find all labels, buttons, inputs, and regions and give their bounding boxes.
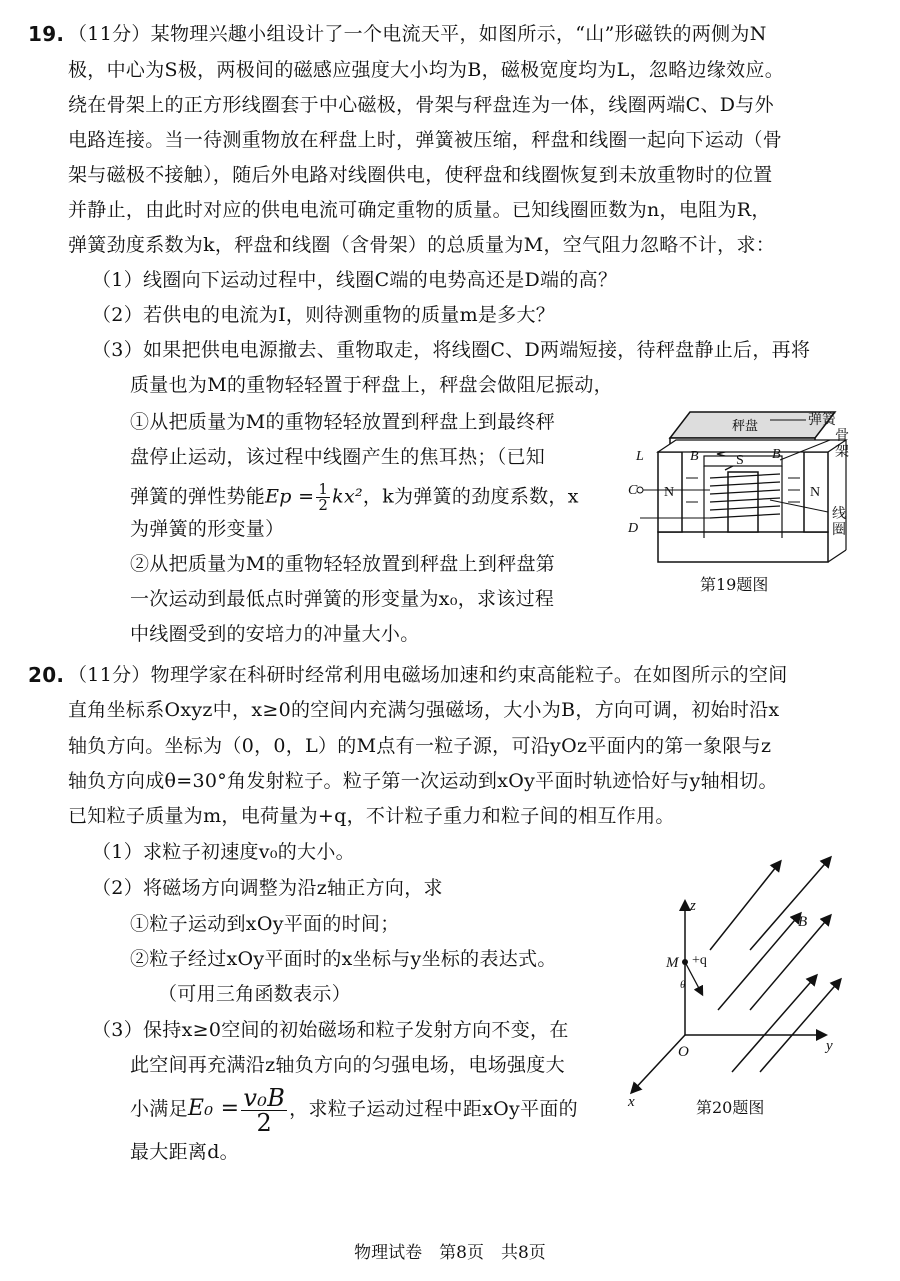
fraction-numerator: 1 (318, 480, 329, 498)
label-x: x (628, 1094, 635, 1110)
q20-part3: （3）保持x≥0空间的初始磁场和粒子发射方向不变，在 (92, 1019, 569, 1041)
q19-formula-line (130, 482, 579, 513)
q19-line: 电路连接。当一待测重物放在秤盘上时，弹簧被压缩，秤盘和线圈一起向下运动（骨 (68, 129, 783, 151)
q20-line: （11分）物理学家在科研时经常利用电磁场加速和约束高能粒子。在如图所示的空间 (68, 664, 788, 686)
e0-formula-lhs: E₀ = (187, 1096, 240, 1121)
label-M: M (666, 955, 679, 971)
figure-19-caption: 第19题图 (700, 575, 769, 594)
q20-line: 已知粒子质量为m，电荷量为+q，不计粒子重力和粒子间的相互作用。 (68, 805, 675, 827)
q19-line: 弹簧劲度系数为k，秤盘和线圈（含骨架）的总质量为M，空气阻力忽略不计，求： (68, 234, 776, 256)
label-coil: 圈 (832, 523, 846, 538)
q20-line: 轴负方向成θ=30°角发射粒子。粒子第一次运动到xOy平面时轨迹恰好与y轴相切。 (68, 770, 778, 792)
q19-line: 质量也为M的重物轻轻置于秤盘上，秤盘会做阻尼振动， (130, 374, 613, 396)
label-theta: θ (680, 979, 686, 991)
q19-line: 极，中心为S极，两极间的磁感应强度大小均为B，磁极宽度均为L，忽略边缘效应。 (68, 59, 784, 81)
label-frame: 骨 (835, 429, 849, 444)
label-D: D (628, 521, 639, 536)
q19-sub2: ②从把质量为M的重物轻轻放置到秤盘上到秤盘第 (130, 553, 556, 575)
label-B: B (798, 914, 808, 930)
q20-line: （可用三角函数表示） (158, 983, 352, 1005)
label-O: O (678, 1044, 689, 1060)
magnet-base (658, 532, 828, 562)
figure-20-caption: 第20题图 (696, 1098, 765, 1117)
q20-formula-line (130, 1082, 578, 1136)
magnet-depth-edge (828, 550, 846, 562)
figure-20-coordinate-system (600, 840, 870, 1120)
b-field-lines (710, 858, 840, 1072)
label-B: B (690, 449, 699, 464)
q19-line: 并静止，由此时对应的供电电流可确定重物的质量。已知线圈匝数为n，电阻为R， (68, 199, 771, 221)
label-charge: +q (692, 953, 707, 968)
q20-line: 小满足 (130, 1098, 188, 1120)
label-L: L (636, 449, 644, 464)
figure-19-current-balance (620, 400, 880, 600)
q19-line: （11分）某物理兴趣小组设计了一个电流天平，如图所示，“山”形磁铁的两侧为N (68, 23, 767, 45)
q19-sub1: ①从把质量为M的重物轻轻放置到秤盘上到最终秤 (130, 411, 556, 433)
magnet-center-pole (728, 472, 758, 532)
label-z: z (690, 898, 696, 914)
q20-line: 此空间再充满沿z轴负方向的匀强电场，电场强度大 (130, 1054, 565, 1076)
q20-sub2: ②粒子经过xOy平面时的x坐标与y坐标的表达式。 (130, 948, 557, 970)
q19-line: ，k为弹簧的劲度系数，x (362, 485, 579, 508)
q19-line: 为弹簧的形变量） (130, 518, 285, 540)
e0-fraction (241, 1083, 287, 1137)
q20-line: ，求粒子运动过程中距xOy平面的 (289, 1098, 578, 1120)
q19-line: 一次运动到最低点时弹簧的形变量为x₀，求该过程 (130, 588, 555, 610)
label-N: N (810, 485, 821, 500)
q20-part2: （2）将磁场方向调整为沿z轴正方向，求 (92, 877, 443, 899)
q19-part2: （2）若供电的电流为I，则待测重物的质量m是多大？ (92, 304, 556, 326)
ep-formula-lhs: Ep = (265, 485, 315, 508)
fraction-denominator: 2 (256, 1108, 273, 1137)
label-B: B (772, 447, 781, 462)
label-pan: 秤盘 (732, 418, 759, 433)
label-y: y (826, 1038, 833, 1054)
label-coil: 线 (832, 507, 846, 522)
q19-line: 绕在骨架上的正方形线圈套于中心磁极，骨架与秤盘连为一体，线圈两端C、D与外 (68, 94, 774, 116)
label-spring: 弹簧 (808, 413, 836, 428)
label-C: C (628, 483, 638, 498)
fraction-numerator: v₀B (243, 1083, 286, 1112)
q19-part1: （1）线圈向下运动过程中，线圈C端的电势高还是D端的高？ (92, 269, 618, 291)
half-fraction (316, 482, 330, 513)
q19-line: 中线圈受到的安培力的冲量大小。 (130, 623, 420, 645)
q19-line: 盘停止运动，该过程中线圈产生的焦耳热；（已知 (130, 446, 546, 468)
ep-formula-rhs: kx² (332, 485, 363, 508)
label-frame: 架 (835, 445, 849, 460)
q20-sub1: ①粒子运动到xOy平面的时间； (130, 913, 400, 935)
magnet-depth (658, 440, 846, 452)
q20-line: 直角坐标系Oxyz中，x≥0的空间内充满匀强磁场，大小为B，方向可调，初始时沿x (68, 699, 780, 721)
q19-number: 19. (28, 22, 65, 46)
q20-number: 20. (28, 663, 65, 687)
q20-line: 轴负方向。坐标为（0，0，L）的M点有一粒子源，可沿yOz平面内的第一象限与z (68, 735, 772, 757)
q20-part1: （1）求粒子初速度v₀的大小。 (92, 841, 355, 863)
terminal-C (637, 487, 643, 493)
label-S: S (736, 453, 744, 468)
fraction-denominator: 2 (318, 496, 329, 514)
q19-line: 弹簧的弹性势能 (130, 485, 266, 508)
q19-line: 架与磁极不接触），随后外电路对线圈供电，使秤盘和线圈恢复到未放重物时的位置 (68, 164, 773, 186)
q20-line: 最大距离d。 (130, 1141, 239, 1163)
page-footer: 物理试卷 第8页 共8页 (354, 1243, 546, 1263)
q19-part3: （3）如果把供电电源撤去、重物取走，将线圈C、D两端短接，待秤盘静止后，再将 (92, 339, 811, 361)
label-N: N (664, 485, 675, 500)
